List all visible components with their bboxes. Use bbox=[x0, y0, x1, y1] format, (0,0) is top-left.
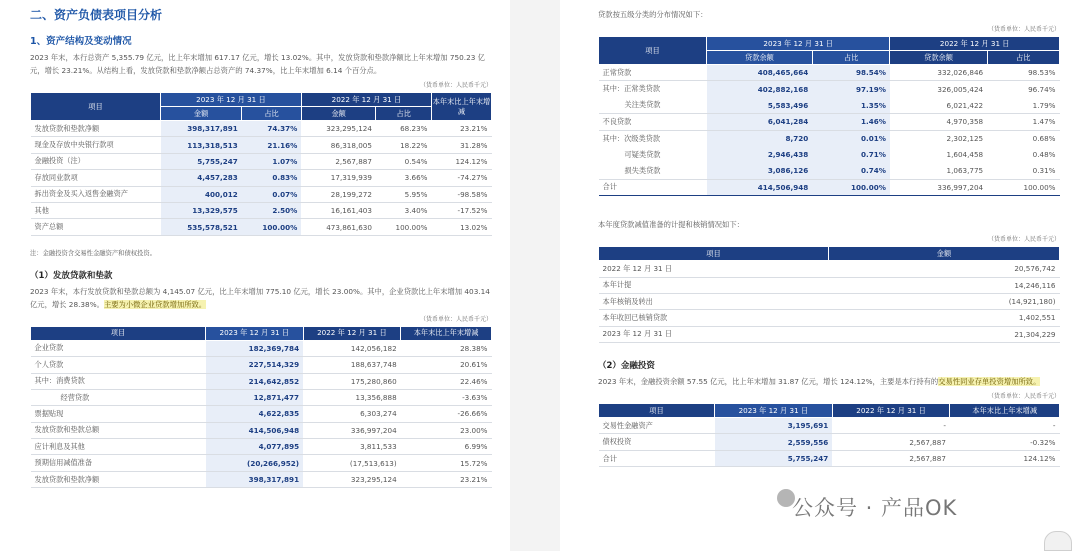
cell-change: -26.66% bbox=[401, 406, 492, 422]
table-row bbox=[31, 153, 492, 169]
loans-paragraph bbox=[30, 285, 492, 311]
cell-2022-amount: 142,056,182 bbox=[303, 340, 401, 356]
cell-2022-amount: 6,303,274 bbox=[303, 406, 401, 422]
col-2022-amount: 金额 bbox=[301, 107, 376, 121]
cell-2023-amount: 4,457,283 bbox=[161, 170, 242, 186]
col-item: 项目 bbox=[599, 404, 715, 418]
cell-item: 2022 年 12 月 31 日 bbox=[599, 261, 829, 277]
cell-change: 15.72% bbox=[401, 455, 492, 471]
table-row bbox=[31, 439, 492, 455]
classification-intro: 贷款按五级分类的分布情况如下： bbox=[598, 10, 708, 19]
cell-2023-balance: 408,465,664 bbox=[707, 65, 813, 81]
loans-title: （1）发放贷款和垫款 bbox=[30, 270, 113, 281]
table-row bbox=[31, 186, 492, 202]
cell-2022-amount: 2,567,887 bbox=[301, 153, 376, 169]
cell-2023-balance: 402,882,168 bbox=[707, 81, 813, 97]
cell-2023-ratio: 74.37% bbox=[242, 121, 302, 137]
cell-2022-ratio: 96.74% bbox=[1028, 84, 1056, 94]
table-row bbox=[31, 137, 492, 153]
cell-2023-ratio: 2.50% bbox=[242, 202, 302, 218]
cell-change: 23.21% bbox=[432, 121, 492, 137]
cell-2023-amount: 5,755,247 bbox=[161, 153, 242, 169]
cell-amount: 20,576,742 bbox=[829, 261, 1060, 277]
col-amount: 金额 bbox=[829, 247, 1060, 261]
table-row bbox=[31, 202, 492, 218]
loan-classification-table bbox=[598, 36, 1060, 196]
col-2022-balance: 贷款余额 bbox=[890, 51, 987, 65]
table-row bbox=[31, 455, 492, 471]
page-gutter bbox=[510, 0, 560, 551]
col-change: 本年末比上年末增减 bbox=[950, 404, 1060, 418]
cell-item: 存放同业款项 bbox=[31, 170, 161, 186]
cell-item: 关注类贷款 bbox=[599, 97, 707, 113]
table-row bbox=[31, 406, 492, 422]
cell-change: 31.28% bbox=[432, 137, 492, 153]
cell-item: 不良贷款 bbox=[599, 114, 707, 130]
cell-2022-balance: 2,302,125 bbox=[946, 134, 984, 143]
table-row bbox=[31, 471, 492, 487]
col-2022-ratio: 占比 bbox=[987, 51, 1059, 65]
cell-2022-amount: 86,318,005 bbox=[301, 137, 376, 153]
col-item: 项目 bbox=[31, 326, 206, 340]
cell-item: 资产总额 bbox=[31, 219, 161, 235]
section-title: 二、资产负债表项目分析 bbox=[30, 8, 163, 22]
provision-table bbox=[598, 246, 1060, 343]
cell-2023-ratio: 1.35% bbox=[812, 97, 890, 113]
cell-2022-balance: 336,997,204 bbox=[937, 182, 984, 192]
col-2022: 2022 年 12 月 31 日 bbox=[303, 326, 401, 340]
col-2022: 2022 年 12 月 31 日 bbox=[301, 93, 431, 107]
cell-2022-amount: (17,513,613) bbox=[303, 455, 401, 471]
cell-amount: (14,921,180) bbox=[829, 293, 1060, 309]
cell-2022-amount: 2,567,887 bbox=[832, 434, 950, 450]
cell-change: 22.46% bbox=[401, 373, 492, 389]
currency-unit: （货币单位：人民币千元） bbox=[419, 82, 492, 89]
cell-2023-amount: 4,077,895 bbox=[206, 439, 304, 455]
cell-change: 124.12% bbox=[950, 450, 1060, 466]
cell-change: 13.02% bbox=[432, 219, 492, 235]
currency-unit: （货币单位：人民币千元） bbox=[987, 393, 1060, 401]
cell-2022-amount: 336,997,204 bbox=[303, 422, 401, 438]
col-2023: 2023 年 12 月 31 日 bbox=[161, 93, 302, 107]
cell-amount: 21,304,229 bbox=[829, 326, 1060, 342]
cell-item: 拆出资金及买入返售金融资产 bbox=[31, 186, 161, 202]
invest-text: 2023 年末，金融投资余额 57.55 亿元，比上年末增加 31.87 亿元，增长 124.12%，主要是本行持有的 bbox=[598, 377, 939, 387]
table-row bbox=[31, 340, 492, 356]
col-2023-amount: 金额 bbox=[161, 107, 242, 121]
cell-2023-ratio: 0.01% bbox=[812, 130, 890, 146]
cell-2023-ratio: 1.46% bbox=[812, 114, 890, 130]
table-row bbox=[31, 373, 492, 389]
cell-2023-ratio: 100.00% bbox=[242, 219, 302, 235]
cell-change: -74.27% bbox=[432, 170, 492, 186]
cell-item: 预期信用减值准备 bbox=[31, 455, 206, 471]
cell-2023-amount: 3,195,691 bbox=[715, 418, 833, 434]
currency-unit: （货币单位：人民币千元） bbox=[987, 236, 1060, 244]
col-2022: 2022 年 12 月 31 日 bbox=[890, 37, 1060, 51]
cell-2023-ratio: 0.71% bbox=[812, 146, 890, 162]
cell-2023-amount: 5,755,247 bbox=[715, 450, 833, 466]
left-page bbox=[0, 0, 510, 551]
cell-item: 金融投资（注） bbox=[31, 153, 161, 169]
cell-change: 20.61% bbox=[401, 357, 492, 373]
table-row bbox=[31, 422, 492, 438]
cell-2022-amount: 17,319,939 bbox=[301, 170, 376, 186]
cell-2023-amount: 227,514,329 bbox=[206, 357, 304, 373]
cell-2023-ratio: 100.00% bbox=[812, 179, 890, 195]
investment-table bbox=[598, 403, 1060, 467]
cell-item: 发放贷款和垫款总额 bbox=[31, 422, 206, 438]
cell-item: 损失类贷款 bbox=[599, 163, 707, 179]
cell-2023-amount: 13,329,575 bbox=[161, 202, 242, 218]
col-item: 项目 bbox=[599, 37, 707, 65]
cell-item: 可疑类贷款 bbox=[624, 149, 661, 159]
cell-2023-balance: 6,041,284 bbox=[707, 114, 813, 130]
col-2022: 2022 年 12 月 31 日 bbox=[832, 404, 950, 418]
cell-2023-balance: 8,720 bbox=[707, 130, 813, 146]
cell-2022-ratio: 0.48% bbox=[1032, 150, 1056, 160]
table-row bbox=[599, 450, 1060, 466]
currency-unit: （货币单位：人民币千元） bbox=[419, 315, 492, 323]
cell-2023-ratio: 97.19% bbox=[812, 81, 890, 97]
cell-item: 正常贷款 bbox=[599, 65, 707, 81]
cell-item: 企业贷款 bbox=[31, 340, 206, 356]
table-row bbox=[31, 357, 492, 373]
cell-2023-balance: 2,946,438 bbox=[707, 146, 813, 162]
cell-2022-amount: 28,199,272 bbox=[301, 186, 376, 202]
cell-amount: 1,402,551 bbox=[829, 310, 1060, 326]
cell-2022-ratio: 3.66% bbox=[376, 170, 432, 186]
cell-item: 发放贷款和垫款净额 bbox=[31, 471, 206, 487]
cell-item: 其他 bbox=[31, 202, 161, 218]
table-row bbox=[599, 163, 1060, 179]
watermark-text: 公众号 · 产品OK bbox=[792, 496, 958, 520]
cell-2022-ratio: 1.47% bbox=[987, 114, 1059, 130]
cell-2022-amount: 323,295,124 bbox=[301, 121, 376, 137]
cell-change: -0.32% bbox=[950, 434, 1060, 450]
cell-2023-amount: 214,642,852 bbox=[206, 373, 304, 389]
cell-2023-amount: 113,318,513 bbox=[161, 137, 242, 153]
cell-2022-ratio: 1.79% bbox=[987, 97, 1059, 113]
cell-item: 合计 bbox=[599, 450, 715, 466]
cell-2022-ratio: 18.22% bbox=[376, 137, 432, 153]
cell-2023-amount: (20,266,952) bbox=[206, 455, 304, 471]
table-row bbox=[599, 65, 1060, 81]
cell-2022-amount: 323,295,124 bbox=[303, 471, 401, 487]
cell-2023-amount: 535,578,521 bbox=[161, 219, 242, 235]
table-row bbox=[599, 179, 1060, 195]
cell-2023-balance: 5,583,496 bbox=[707, 97, 813, 113]
cell-item: 应计利息及其他 bbox=[31, 439, 206, 455]
cell-2023-ratio: 98.54% bbox=[812, 65, 890, 81]
cell-2022-balance: 326,005,424 bbox=[937, 84, 984, 94]
cell-2022-amount: 2,567,887 bbox=[832, 450, 950, 466]
cell-2022-amount: 13,356,888 bbox=[303, 389, 401, 405]
cell-2022-ratio: 0.68% bbox=[1032, 134, 1056, 143]
cell-2023-amount: 400,012 bbox=[161, 186, 242, 202]
table-row bbox=[599, 146, 1060, 162]
cell-change: 23.21% bbox=[401, 471, 492, 487]
asset-structure-table bbox=[30, 92, 492, 236]
cell-item: 经营贷款 bbox=[31, 389, 206, 405]
cell-2022-amount: - bbox=[832, 418, 950, 434]
col-2022-ratio: 占比 bbox=[376, 107, 432, 121]
table-note: 注：金融投资含交易性金融资产和债权投资。 bbox=[30, 249, 156, 257]
cell-2022-ratio: 0.54% bbox=[376, 153, 432, 169]
intro-paragraph: 2023 年末，本行总资产 5,355.79 亿元，比上年末增加 617.17 亿元，增长 13.02%。其中，发放贷款和垫款净额比上年末增加 750.23 亿元，增长 23.21%。从结构上看，发放贷款和垫款净额占总资产的 74.37%，比上年末增加 6.14 个百分点。 bbox=[30, 53, 485, 75]
col-2023: 2023 年 12 月 31 日 bbox=[707, 37, 890, 51]
col-change: 本年末比上年末增减 bbox=[401, 326, 492, 340]
col-2023-ratio: 占比 bbox=[812, 51, 890, 65]
cell-item: 本年核销及转出 bbox=[599, 293, 829, 309]
cell-2022-amount: 16,161,403 bbox=[301, 202, 376, 218]
cell-2022-amount: 188,637,748 bbox=[303, 357, 401, 373]
invest-title: （2）金融投资 bbox=[598, 361, 655, 372]
cell-2023-amount: 4,622,835 bbox=[206, 406, 304, 422]
table-row bbox=[599, 326, 1060, 342]
cell-2022-ratio: 0.31% bbox=[987, 163, 1059, 179]
cell-2022-balance: 6,021,422 bbox=[890, 97, 987, 113]
table-row bbox=[31, 389, 492, 405]
cell-change: 124.12% bbox=[432, 153, 492, 169]
table-row bbox=[599, 418, 1060, 434]
cell-2022-ratio: 68.23% bbox=[376, 121, 432, 137]
chat-bubble-icon bbox=[1044, 531, 1072, 551]
cell-item: 票据贴现 bbox=[31, 406, 206, 422]
cell-2022-ratio: 3.40% bbox=[376, 202, 432, 218]
cell-2022-amount: 473,861,630 bbox=[301, 219, 376, 235]
cell-2022-balance: 1,063,775 bbox=[890, 163, 987, 179]
cell-item: 现金及存放中央银行款项 bbox=[31, 137, 161, 153]
cell-2022-balance: 4,970,358 bbox=[890, 114, 987, 130]
col-change: 本年末比上年末增减 bbox=[432, 93, 492, 121]
col-2023-ratio: 占比 bbox=[242, 107, 302, 121]
provision-intro: 本年度贷款减值准备的计提和核销情况如下： bbox=[598, 220, 744, 230]
table-row bbox=[31, 170, 492, 186]
table-row bbox=[599, 97, 1060, 113]
cell-2023-amount: 12,871,477 bbox=[206, 389, 304, 405]
cell-item: 其中：次级类贷款 bbox=[602, 133, 661, 143]
col-2023: 2023 年 12 月 31 日 bbox=[206, 326, 304, 340]
loans-highlight: 主要为小微企业贷款增加所致。 bbox=[103, 299, 207, 309]
table-row bbox=[599, 81, 1060, 97]
cell-item: 其中：正常类贷款 bbox=[602, 84, 661, 94]
cell-change: -17.52% bbox=[432, 202, 492, 218]
invest-paragraph bbox=[598, 375, 1060, 388]
cell-change: - bbox=[950, 418, 1060, 434]
cell-change: 6.99% bbox=[401, 439, 492, 455]
subsection-title: 1、资产结构及变动情况 bbox=[30, 36, 132, 47]
col-item: 项目 bbox=[599, 247, 829, 261]
table-row bbox=[599, 114, 1060, 130]
cell-2023-ratio: 1.07% bbox=[242, 153, 302, 169]
cell-2023-amount: 182,369,784 bbox=[206, 340, 304, 356]
col-2023: 2023 年 12 月 31 日 bbox=[715, 404, 833, 418]
cell-change: -98.58% bbox=[432, 186, 492, 202]
cell-item: 本年收回已核销贷款 bbox=[599, 310, 829, 326]
cell-2023-ratio: 0.07% bbox=[242, 186, 302, 202]
cell-amount: 14,246,116 bbox=[829, 277, 1060, 293]
table-row bbox=[599, 434, 1060, 450]
currency-unit: （货币单位：人民币千元） bbox=[987, 26, 1060, 33]
cell-2023-amount: 2,559,556 bbox=[715, 434, 833, 450]
cell-2023-amount: 398,317,891 bbox=[161, 121, 242, 137]
loans-text: 2023 年末，本行发放贷款和垫款总额为 4,145.07 亿元，比上年末增加 775.10 亿元，增长 23.00%。其中，企业贷款比上年末增加 403.14 亿元，增长 28.38%。 bbox=[30, 286, 490, 309]
cell-change: 23.00% bbox=[401, 422, 492, 438]
cell-2023-ratio: 0.83% bbox=[242, 170, 302, 186]
cell-item: 发放贷款和垫款净额 bbox=[31, 121, 161, 137]
invest-highlight: 交易性同业存单投资增加所致。 bbox=[938, 377, 1041, 387]
cell-2022-ratio: 100.00% bbox=[376, 219, 432, 235]
cell-2023-balance: 3,086,126 bbox=[707, 163, 813, 179]
right-page bbox=[560, 0, 1080, 551]
cell-item: 2023 年 12 月 31 日 bbox=[599, 326, 829, 342]
table-row bbox=[31, 121, 492, 137]
cell-item: 交易性金融资产 bbox=[599, 418, 715, 434]
cell-2023-amount: 414,506,948 bbox=[206, 422, 304, 438]
cell-change: 28.38% bbox=[401, 340, 492, 356]
table-row bbox=[599, 261, 1060, 277]
cell-2022-balance: 1,604,458 bbox=[946, 150, 984, 160]
loans-table bbox=[30, 326, 492, 489]
cell-item: 其中：消费贷款 bbox=[31, 373, 206, 389]
cell-item: 合计 bbox=[602, 182, 617, 192]
cell-2022-ratio: 100.00% bbox=[1023, 182, 1056, 192]
table-row bbox=[599, 277, 1060, 293]
table-row bbox=[599, 293, 1060, 309]
cell-2022-balance: 332,026,846 bbox=[890, 65, 987, 81]
cell-2023-ratio: 0.74% bbox=[812, 163, 890, 179]
table-row bbox=[599, 310, 1060, 326]
col-2023-balance: 贷款余额 bbox=[707, 51, 813, 65]
cell-change: -3.63% bbox=[401, 389, 492, 405]
col-item: 项目 bbox=[31, 93, 161, 121]
cell-item: 个人贷款 bbox=[31, 357, 206, 373]
cell-item: 本年计提 bbox=[599, 277, 829, 293]
cell-2023-balance: 414,506,948 bbox=[707, 179, 813, 195]
cell-2023-ratio: 21.16% bbox=[242, 137, 302, 153]
cell-item: 债权投资 bbox=[599, 434, 715, 450]
table-row bbox=[599, 130, 1060, 146]
table-row bbox=[31, 219, 492, 235]
cell-2022-ratio: 5.95% bbox=[376, 186, 432, 202]
cell-2022-ratio: 98.53% bbox=[987, 65, 1059, 81]
cell-2023-amount: 398,317,891 bbox=[206, 471, 304, 487]
cell-2022-amount: 3,811,533 bbox=[303, 439, 401, 455]
cell-2022-amount: 175,280,860 bbox=[303, 373, 401, 389]
